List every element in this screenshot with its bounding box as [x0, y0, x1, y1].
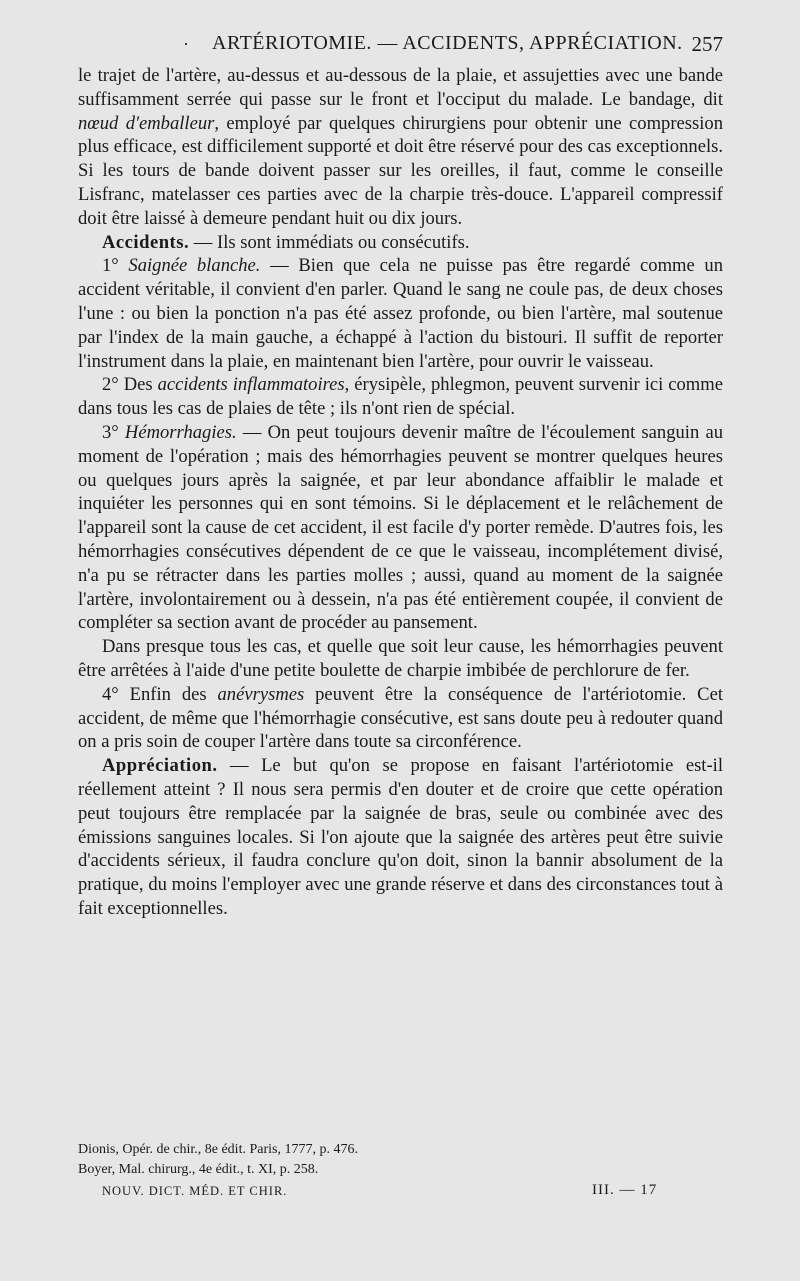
- running-header: [78, 30, 723, 60]
- footer-signature: NOUV. DICT. MÉD. ET CHIR.: [102, 1184, 288, 1198]
- main-text: [78, 64, 723, 921]
- term-hemorrhagies: Hémorrhagies.: [124, 421, 237, 443]
- term-noeud: nœud d'emballeur: [78, 112, 215, 134]
- paragraph-saignee-blanche: 1° Saignée blanche. — Bien que cela ne puisse pas être regardé comme un accident véritable, il convient d'en parler. Quand le sang ne coule pas, de deux choses l'une : ou bien la ponction n'a pas été assez profonde, ou bien l'artère, mal soutenue par l'index de la main gauche, a échappé à l'action du bistouri. Il suffit de reporter l'instrument dans la plaie, en maintenant bien l'artère, pour ouvrir le vaisseau.: [78, 255, 724, 372]
- section-heading-appreciation: Appréciation.: [102, 755, 218, 777]
- term-anevrysmes: anévrysmes: [217, 683, 305, 705]
- section-heading-accidents: Accidents.: [102, 231, 190, 253]
- reference-boyer: Boyer, Mal. chirurg., 4e édit., t. XI, p. 258.: [78, 1162, 319, 1177]
- page-number: 257: [691, 32, 723, 56]
- paragraph-dans-presque: Dans presque tous les cas, et quelle que soit leur cause, les hémorrhagies peuvent être arrêtées à l'aide d'une petite boulette de charpie imbibée de perchlorure de fer.: [78, 636, 723, 681]
- paragraph-bandage: le trajet de l'artère, au-dessus et au-dessous de la plaie, et assujetties avec une bande suffisamment serrée qui passe sur le front et l'occiput du malade. Le bandage, dit nœud d'emballeur, employé par quelques chirurgiens pour obtenir une compression plus efficace, est difficilement supporté et doit être réservé pour des cas exceptionnels. Si les tours de bande doivent passer sur les oreilles, il faut, comme le conseille Lisfranc, matelasser ces parties avec de la charpie très-douce. L'appareil compressif doit être laissé à demeure pendant huit ou dix jours.: [78, 65, 724, 229]
- header-dot: ·: [183, 34, 189, 54]
- footer-volume: III. — 17: [592, 1182, 658, 1198]
- references: [78, 1140, 723, 1180]
- reference-dionis: Dionis, Opér. de chir., 8e édit. Paris, 1777, p. 476.: [78, 1142, 358, 1157]
- paragraph-appreciation: Appréciation. — Le but qu'on se propose en faisant l'artériotomie est-il réellement atteint ? Il nous sera permis d'en douter et de croire que cette opération peut toujours être remplacée par la saignée de bras, seule ou combinée avec des émissions sanguines locales. Si l'on ajoute que la saignée des artères peut être suivie d'accidents sérieux, il faudra conclure qu'on doit, sinon la bannir absolument de la pratique, du moins l'employer avec une grande réserve et dans des circonstances tout à fait exceptionnelles.: [78, 755, 723, 919]
- paragraph-inflammatoires: 2° Des accidents inflammatoires, érysipèle, phlegmon, peuvent survenir ici comme dans tous les cas de plaies de tête ; ils n'ont rien de spécial.: [78, 374, 723, 420]
- header-title: ARTÉRIOTOMIE. — ACCIDENTS, APPRÉCIATION.: [212, 32, 683, 54]
- paragraph-accidents: Accidents. — Ils sont immédiats ou consécutifs.: [102, 231, 470, 253]
- paragraph-hemorrhagies: 3° Hémorrhagies. — On peut toujours devenir maître de l'écoulement sanguin au moment de l'opération ; mais des hémorrhagies peuvent se montrer quelques heures ou quelques jours après la saignée, et par leur abondance affaiblir le malade et inquiéter les personnes qui en sont témoins. Si le déplacement et le relâchement de l'appareil sont la cause de cet accident, il est facile d'y porter remède. D'autres fois, les hémorrhagies consécutives dépendent de ce que le vaisseau, incomplétement divisé, n'a pu se rétracter dans les parties molles ; aussi, quand au moment de la saignée l'artère, involontairement ou à dessein, n'a pas été entièrement coupée, il convient de compléter sa section avant de procéder au pansement.: [78, 421, 723, 634]
- term-saignee-blanche: Saignée blanche.: [128, 255, 261, 277]
- term-accidents-inflammatoires: accidents inflammatoires: [157, 374, 345, 396]
- page-footer: [102, 1184, 662, 1206]
- paragraph-anevrysmes: 4° Enfin des anévrysmes peuvent être la conséquence de l'artériotomie. Cet accident, de même que l'hémorrhagie consécutive, est sans doute peu à redouter quand on a pris soin de couper l'artère dans toute sa circonférence.: [78, 683, 723, 753]
